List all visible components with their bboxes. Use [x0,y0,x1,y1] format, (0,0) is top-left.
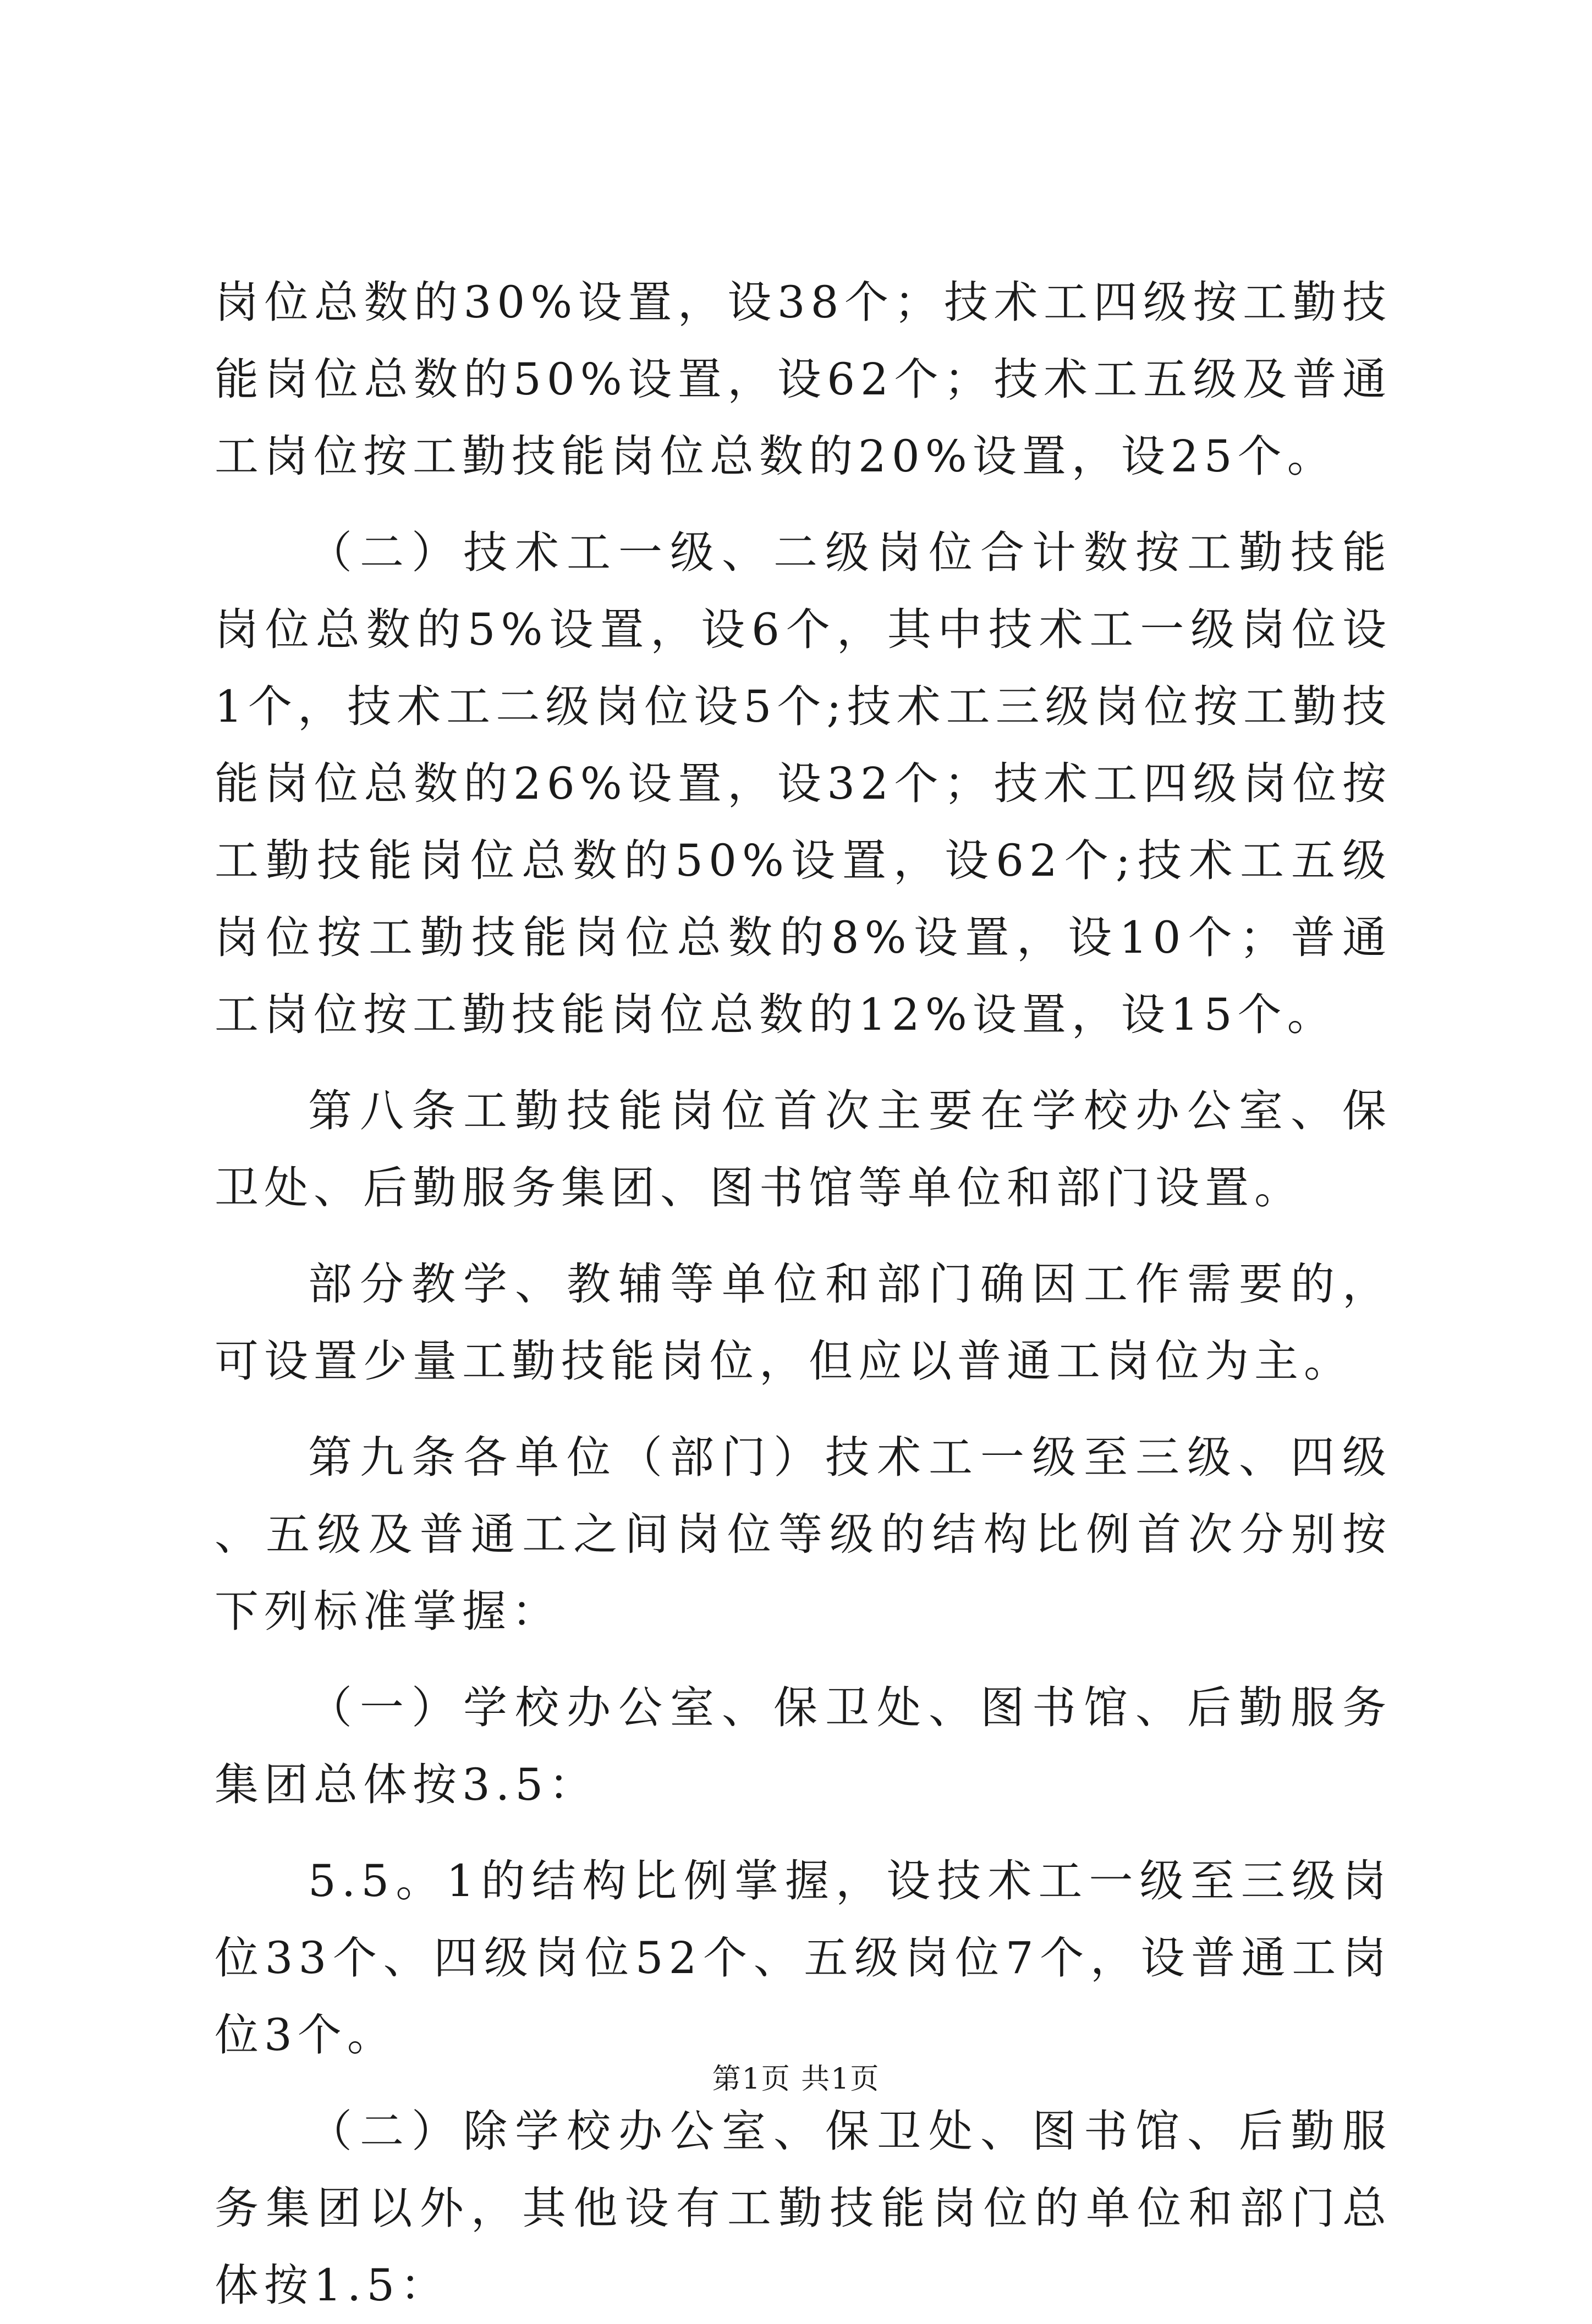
paragraph-ratio-continuation: 5.5。1的结构比例掌握，设技术工一级至三级岗位33个、四级岗位52个、五级岗位7个，设普通工岗位3个。 [215,1855,1392,2061]
document-body [215,264,1392,2324]
paragraph-continuation: 岗位总数的30%设置，设38个；技术工四级按工勤技能岗位总数的50%设置，设62个；技术工五级及普通工岗位按工勤技能岗位总数的20%设置，设25个。 [215,277,1392,482]
paragraph-item-two: （二）技术工一级、二级岗位合计数按工勤技能岗位总数的5%设置，设6个，其中技术工一级岗位设1个，技术工二级岗位设5个;技术工三级岗位按工勤技能岗位总数的26%设置，设32个；技术工四级岗位按工勤技能岗位总数的50%设置，设62个;技术工五级岗位按工勤技能岗位总数的8%设置，设10个；普通工岗位按工勤技能岗位总数的12%设置，设15个。 [215,527,1392,1040]
page-footer: 第1页 共1页 [712,2063,880,2096]
paragraph-article-nine: 第九条各单位（部门）技术工一级至三级、四级、五级及普通工之间岗位等级的结构比例首次分别按下列标准掌握： [215,1432,1392,1637]
paragraph-item-two-other-units: （二）除学校办公室、保卫处、图书馆、后勤服务集团以外，其他设有工勤技能岗位的单位和部门总体按1.5： [215,2106,1392,2311]
paragraph-item-one: （一）学校办公室、保卫处、图书馆、后勤服务集团总体按3.5： [215,1682,1392,1810]
paragraph-teaching-units: 部分教学、教辅等单位和部门确因工作需要的，可设置少量工勤技能岗位，但应以普通工岗位为主。 [215,1259,1392,1387]
paragraph-article-eight: 第八条工勤技能岗位首次主要在学校办公室、保卫处、后勤服务集团、图书馆等单位和部门设置。 [215,1085,1392,1213]
